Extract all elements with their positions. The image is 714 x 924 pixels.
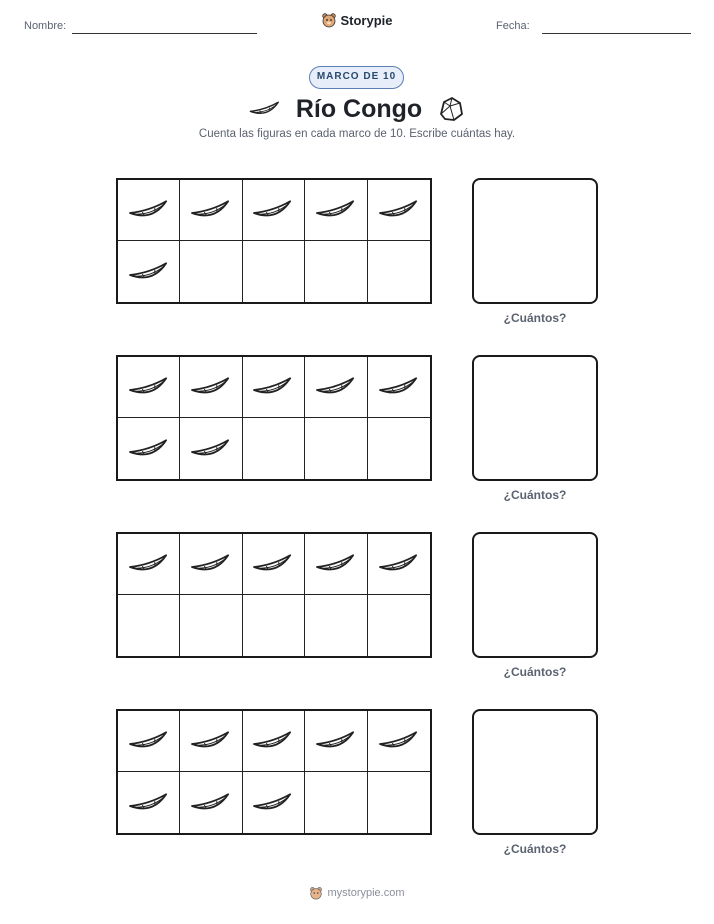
- frame-cell: [180, 180, 242, 241]
- footer-url[interactable]: mystorypie.com: [327, 887, 405, 899]
- canoe-icon: [127, 197, 171, 223]
- date-label: Fecha:: [496, 20, 530, 32]
- frame-cell: [243, 357, 305, 418]
- frame-cell: [180, 418, 242, 479]
- frame-cell: [118, 711, 180, 772]
- canoe-icon: [314, 197, 358, 223]
- rock-icon: [436, 94, 466, 124]
- ten-frame: [116, 532, 432, 658]
- canoe-icon: [251, 790, 295, 816]
- canoe-icon: [377, 197, 421, 223]
- worksheet-badge: MARCO DE 10: [309, 66, 404, 89]
- canoe-icon: [189, 197, 233, 223]
- frame-cell: [305, 418, 367, 479]
- canoe-icon: [189, 551, 233, 577]
- frame-cell: [368, 772, 430, 833]
- ten-frame: [116, 178, 432, 304]
- canoe-icon: [189, 790, 233, 816]
- canoe-icon: [314, 728, 358, 754]
- frame-cell: [243, 595, 305, 656]
- frame-cell: [118, 772, 180, 833]
- answer-box[interactable]: [472, 532, 598, 658]
- canoe-icon: [251, 551, 295, 577]
- canoe-icon: [127, 728, 171, 754]
- frame-cell: [180, 534, 242, 595]
- canoe-icon: [251, 197, 295, 223]
- frame-cell: [368, 241, 430, 302]
- bear-mascot-icon: [309, 886, 323, 900]
- name-line[interactable]: [72, 33, 257, 34]
- canoe-icon: [377, 728, 421, 754]
- canoe-icon: [189, 374, 233, 400]
- footer: [0, 886, 714, 900]
- canoe-icon: [189, 436, 233, 462]
- answer-label: ¿Cuántos?: [503, 488, 567, 502]
- canoe-icon: [377, 374, 421, 400]
- answer-box[interactable]: [472, 355, 598, 481]
- brand-name: Storypie: [340, 12, 393, 28]
- ten-frame: [116, 709, 432, 835]
- frame-cell: [305, 772, 367, 833]
- answer-label: ¿Cuántos?: [503, 311, 567, 325]
- page-title: Río Congo: [295, 94, 423, 123]
- frame-cell: [368, 180, 430, 241]
- title-row: [0, 92, 714, 126]
- frame-cell: [305, 595, 367, 656]
- canoe-icon: [127, 551, 171, 577]
- frame-cell: [368, 595, 430, 656]
- ten-frame: [116, 355, 432, 481]
- answer-box[interactable]: [472, 178, 598, 304]
- frame-cell: [305, 180, 367, 241]
- canoe-icon: [248, 98, 282, 120]
- frame-cell: [243, 180, 305, 241]
- frame-cell: [305, 241, 367, 302]
- frame-cell: [118, 595, 180, 656]
- frame-cell: [118, 180, 180, 241]
- frame-cell: [305, 711, 367, 772]
- canoe-icon: [189, 728, 233, 754]
- bear-mascot-icon: [321, 12, 337, 28]
- frame-cell: [118, 241, 180, 302]
- frame-cell: [180, 595, 242, 656]
- canoe-icon: [127, 436, 171, 462]
- frame-cell: [118, 357, 180, 418]
- answer-label: ¿Cuántos?: [503, 665, 567, 679]
- frame-cell: [368, 711, 430, 772]
- frame-cell: [180, 772, 242, 833]
- frame-cell: [180, 357, 242, 418]
- canoe-icon: [251, 728, 295, 754]
- frame-cell: [243, 772, 305, 833]
- canoe-icon: [314, 551, 358, 577]
- frame-cell: [180, 241, 242, 302]
- canoe-icon: [251, 374, 295, 400]
- frame-cell: [305, 534, 367, 595]
- frame-cell: [305, 357, 367, 418]
- name-label: Nombre:: [24, 20, 67, 32]
- frame-cell: [118, 534, 180, 595]
- canoe-icon: [127, 790, 171, 816]
- canoe-icon: [377, 551, 421, 577]
- frame-cell: [368, 418, 430, 479]
- frame-cell: [180, 711, 242, 772]
- frame-cell: [368, 357, 430, 418]
- frame-cell: [243, 534, 305, 595]
- instructions: Cuenta las figuras en cada marco de 10. Escribe cuántas hay.: [198, 128, 516, 140]
- date-line[interactable]: [542, 33, 691, 34]
- frame-cell: [118, 418, 180, 479]
- frame-cell: [243, 241, 305, 302]
- canoe-icon: [314, 374, 358, 400]
- canoe-icon: [127, 374, 171, 400]
- answer-label: ¿Cuántos?: [503, 842, 567, 856]
- answer-box[interactable]: [472, 709, 598, 835]
- frame-cell: [243, 418, 305, 479]
- frame-cell: [243, 711, 305, 772]
- frame-cell: [368, 534, 430, 595]
- brand-logo: [0, 12, 714, 33]
- canoe-icon: [127, 259, 171, 285]
